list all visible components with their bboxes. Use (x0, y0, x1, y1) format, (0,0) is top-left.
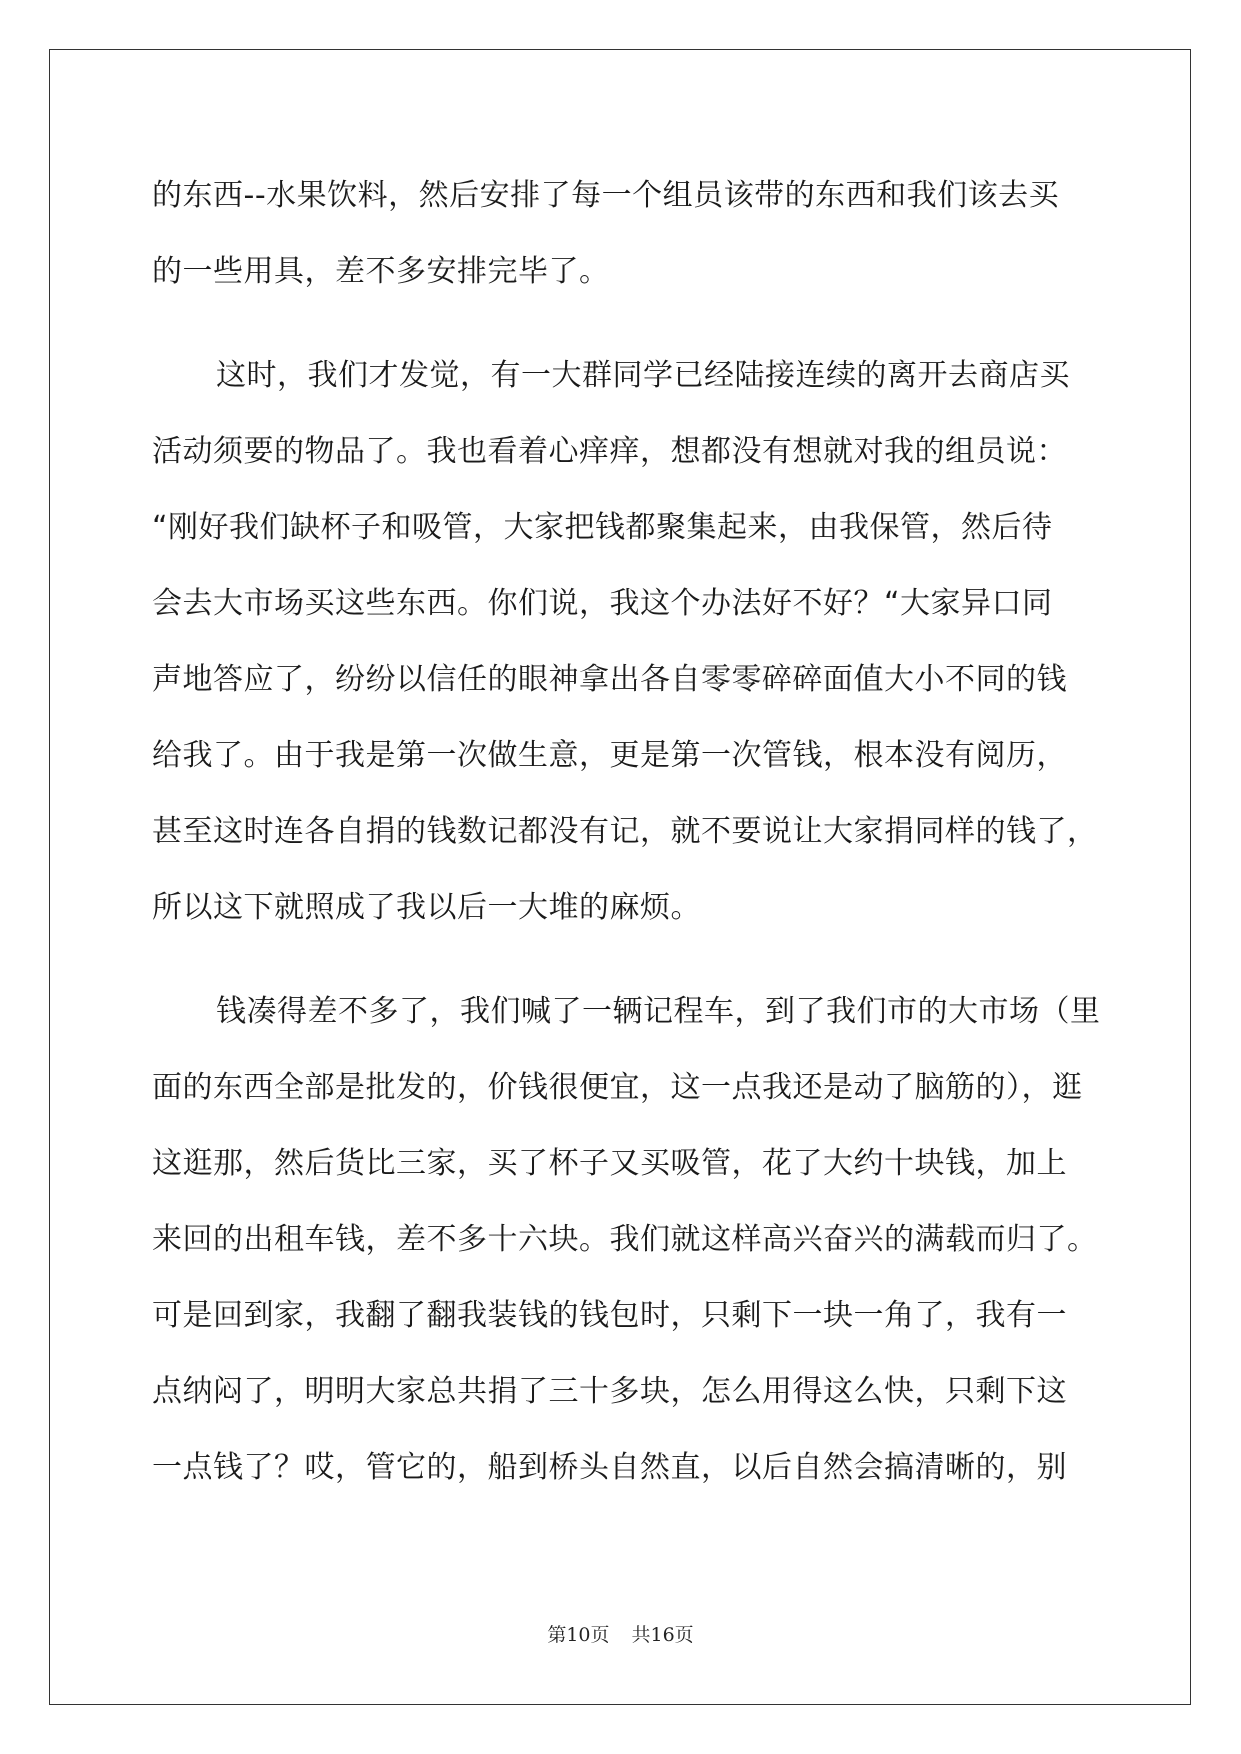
paragraph-start-line: 钱凑得差不多了，我们喊了一辆记程车，到了我们市的大市场（里 (216, 994, 1101, 1029)
document-body (152, 158, 1101, 1506)
text-line: 的东西--水果饮料，然后安排了每一个组员该带的东西和我们该去买 (152, 178, 1060, 213)
page-total: 共16页 (631, 1624, 694, 1646)
page-number: 第10页 (547, 1624, 610, 1646)
text-line: “刚好我们缺杯子和吸管，大家把钱都聚集起来，由我保管，然后待 (152, 510, 1053, 545)
page-footer (0, 1620, 1241, 1647)
text-line: 一点钱了？哎，管它的，船到桥头自然直，以后自然会搞清晰的，别 (152, 1450, 1067, 1485)
text-line: 来回的出租车钱，差不多十六块。我们就这样高兴奋兴的满载而归了。 (152, 1222, 1098, 1257)
text-line: 所以这下就照成了我以后一大堆的麻烦。 (152, 890, 701, 925)
text-line: 会去大市场买这些东西。你们说，我这个办法好不好？“大家异口同 (152, 586, 1053, 621)
text-line: 点纳闷了，明明大家总共捐了三十多块，怎么用得这么快，只剩下这 (152, 1374, 1067, 1409)
text-line: 活动须要的物品了。我也看着心痒痒，想都没有想就对我的组员说： (152, 434, 1067, 469)
text-line: 的一些用具，差不多安排完毕了。 (152, 254, 610, 289)
text-line: 可是回到家，我翻了翻我装钱的钱包时，只剩下一块一角了，我有一 (152, 1298, 1067, 1333)
text-line: 给我了。由于我是第一次做生意，更是第一次管钱，根本没有阅历， (152, 738, 1067, 773)
paragraph-start-line: 这时，我们才发觉，有一大群同学已经陆接连续的离开去商店买 (216, 358, 1070, 393)
text-line: 面的东西全部是批发的，价钱很便宜，这一点我还是动了脑筋的），逛 (152, 1070, 1083, 1105)
text-line: 甚至这时连各自捐的钱数记都没有记，就不要说让大家捐同样的钱了， (152, 814, 1098, 849)
text-line: 这逛那，然后货比三家，买了杯子又买吸管，花了大约十块钱，加上 (152, 1146, 1067, 1181)
text-line: 声地答应了，纷纷以信任的眼神拿出各自零零碎碎面值大小不同的钱 (152, 662, 1067, 697)
